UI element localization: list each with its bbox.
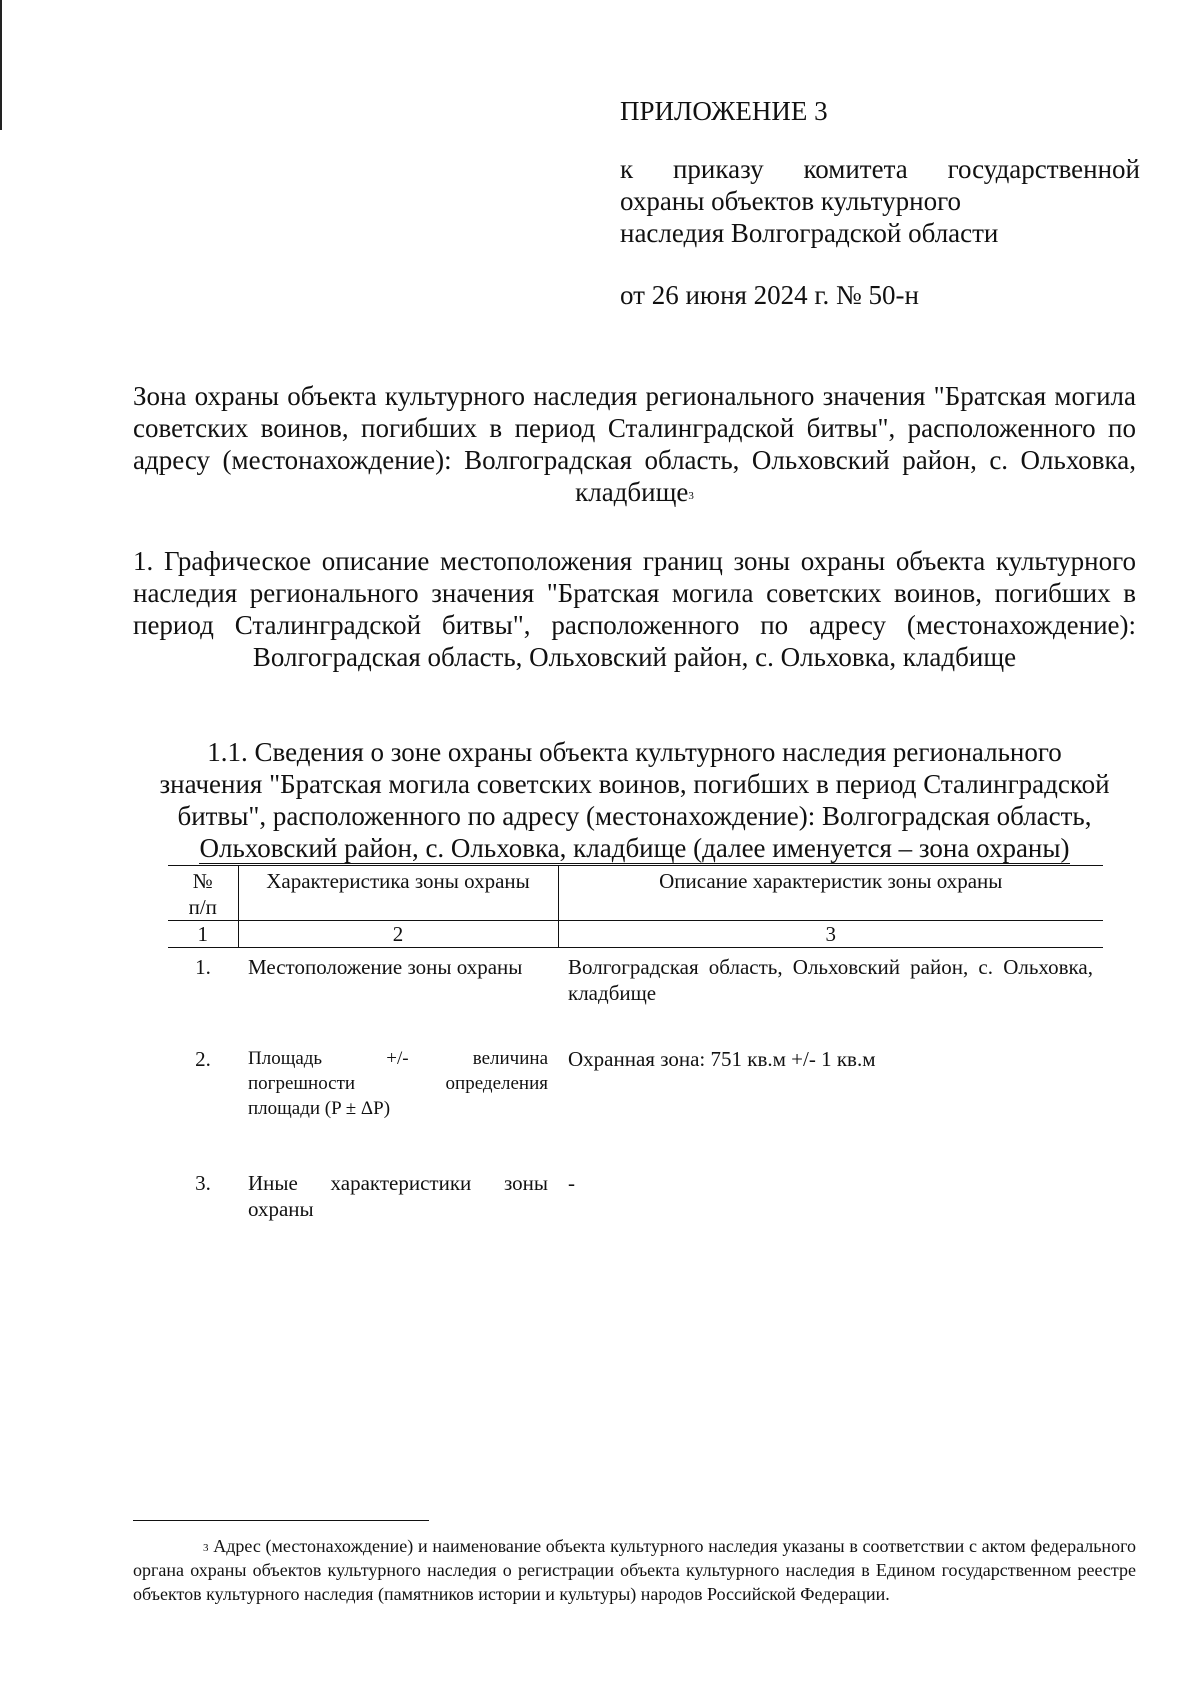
order-line-2: охраны объектов культурного — [620, 186, 961, 216]
row-description: - — [568, 1171, 575, 1195]
row-number: 2. — [195, 1047, 211, 1071]
table-row — [168, 1164, 1103, 1222]
appendix-block — [620, 95, 1140, 311]
header-description: Описание характеристик зоны охраны — [558, 866, 1103, 921]
section-1-1-line-3: битвы", расположенного по адресу (местонахождение): Волгоградская область, — [177, 801, 1092, 831]
row-characteristic-line-2: погрешности определения — [248, 1073, 548, 1094]
row-characteristic-line-3: площади (P ± ΔP) — [248, 1098, 391, 1119]
table-column-numbers-row — [168, 921, 1103, 948]
row-number: 1. — [195, 955, 211, 979]
section-1-1-title — [133, 736, 1136, 864]
row-characteristic: Иные характеристики зоны охраны — [248, 1171, 548, 1221]
footnote-separator — [133, 1520, 429, 1521]
section-1-1-line-1: 1.1. Сведения о зоне охраны объекта культурного наследия регионального — [207, 737, 1062, 767]
header-num — [168, 866, 238, 921]
row-characteristic: Местоположение зоны охраны — [248, 955, 523, 979]
document-heading — [133, 380, 1136, 508]
row-description: Охранная зона: 751 кв.м +/- 1 кв.м — [568, 1047, 876, 1071]
table-header-row — [168, 866, 1103, 921]
header-num-line-1: № — [192, 869, 213, 893]
section-1-1-line-2: значения "Братская могила советских воинов, погибших в период Сталинградской — [159, 769, 1110, 799]
heading-footnote-ref[interactable]: 3 — [688, 490, 694, 502]
row-number: 3. — [195, 1171, 211, 1195]
page-edge-mark — [0, 0, 2, 130]
appendix-title: ПРИЛОЖЕНИЕ 3 — [620, 96, 828, 126]
row-characteristic — [238, 1040, 558, 1164]
footnote-number: 3 — [203, 1542, 209, 1554]
order-line-1: к приказу комитета государственной — [620, 154, 1140, 184]
zone-table — [168, 865, 1103, 1222]
heading-text: Зона охраны объекта культурного наследия регионального значения "Братская могила советских воинов, погибших в период Сталинградской битвы", расположенного по адресу (местонахождение): Волгоградская область, Ольховский район, с. Ольховка, кладбище — [133, 381, 1136, 507]
header-num-line-2: п/п — [188, 895, 217, 919]
footnote-text: Адрес (местонахождение) и наименование объекта культурного наследия указаны в соответствии с актом федерального органа охраны объектов культурного наследия о регистрации объекта культурного наследия в Едином государственном реестре объектов культурного наследия (памятников истории и культуры) народов Российской Федерации. — [133, 1536, 1136, 1604]
row-description: Волгоградская область, Ольховский район, с. Ольховка, кладбище — [568, 955, 1093, 1005]
section-1-title: 1. Графическое описание местоположения границ зоны охраны объекта культурного наследия регионального значения "Братская могила советских воинов, погибших в период Сталинградской битвы", расположенного по адресу (местонахождение): Волгоградская область, Ольховский район, с. Ольховка, кладбище — [133, 546, 1136, 672]
column-number: 1 — [168, 921, 238, 948]
section-1-1-line-4: Ольховский район, с. Ольховка, кладбище (далее именуется – зона охраны) — [199, 833, 1070, 863]
table-row — [168, 1040, 1103, 1164]
column-number: 2 — [238, 921, 558, 948]
order-line-3: наследия Волгоградской области — [620, 218, 999, 248]
order-reference — [620, 153, 1140, 249]
order-date: от 26 июня 2024 г. № 50-н — [620, 280, 919, 310]
footnote — [133, 1534, 1136, 1606]
row-characteristic-line-1: Площадь +/- величина — [248, 1048, 548, 1069]
table-row — [168, 948, 1103, 1041]
column-number: 3 — [558, 921, 1103, 948]
header-characteristic: Характеристика зоны охраны — [238, 866, 558, 921]
